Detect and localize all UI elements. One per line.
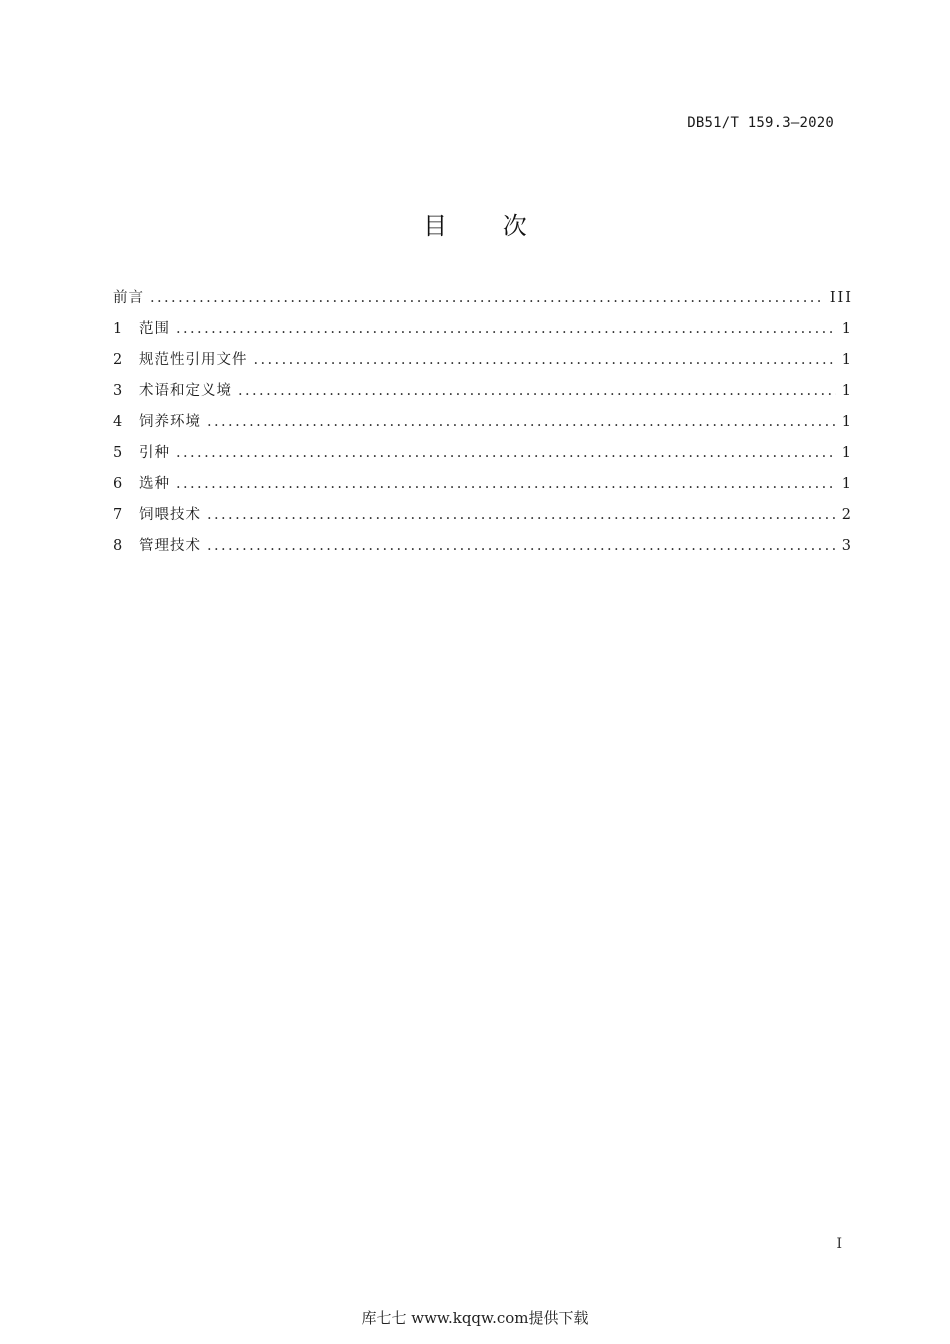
toc-entry-normative-references[interactable] [113,349,851,380]
toc-leader-dots [207,411,836,433]
toc-leader-dots [207,535,836,557]
toc-entry-feeding[interactable] [113,504,851,535]
toc-entry-label: 前言 [113,290,144,306]
toc-entry-page: 1 [841,476,853,492]
toc-entry-label: 术语和定义境 [139,383,232,399]
toc-entry-label: 饲喂技术 [139,507,201,523]
toc-entry-number: 4 [113,414,123,430]
toc-entry-number: 3 [113,383,123,399]
toc-entry-foreword[interactable] [113,287,851,318]
toc-entry-management[interactable] [113,535,851,566]
toc-entry-scope[interactable] [113,318,851,349]
toc-entry-selection[interactable] [113,473,851,504]
toc-entry-page: 1 [841,414,853,430]
toc-leader-dots [254,349,836,371]
toc-entry-terms[interactable] [113,380,851,411]
toc-entry-number: 5 [113,445,123,461]
toc-entry-page: 3 [841,538,853,554]
toc-entry-page: 2 [841,507,853,523]
toc-entry-number: 1 [113,321,123,337]
toc-entry-number: 7 [113,507,123,523]
page-title: 目 次 [423,212,551,240]
toc-leader-dots [176,318,836,340]
toc-entry-introduction[interactable] [113,442,851,473]
toc-entry-page: 1 [841,445,853,461]
table-of-contents [113,287,851,566]
standard-code: DB51/T 159.3—2020 [687,115,834,131]
toc-entry-page: 1 [841,383,853,399]
toc-entry-number: 2 [113,352,123,368]
toc-entry-number: 6 [113,476,123,492]
toc-entry-page: III [829,290,853,306]
toc-entry-label: 引种 [139,445,170,461]
toc-leader-dots [150,287,824,309]
toc-entry-label: 选种 [139,476,170,492]
toc-leader-dots [207,504,836,526]
toc-entry-environment[interactable] [113,411,851,442]
toc-entry-label: 饲养环境 [139,414,201,430]
toc-leader-dots [176,473,836,495]
page-number: I [836,1236,842,1252]
download-watermark: 库七七 www.kqqw.com提供下载 [361,1309,589,1327]
toc-entry-label: 范围 [139,321,170,337]
toc-entry-page: 1 [841,352,853,368]
toc-entry-page: 1 [841,321,853,337]
toc-entry-label: 规范性引用文件 [139,352,248,368]
toc-entry-label: 管理技术 [139,538,201,554]
toc-leader-dots [176,442,836,464]
toc-entry-number: 8 [113,538,123,554]
toc-leader-dots [238,380,836,402]
